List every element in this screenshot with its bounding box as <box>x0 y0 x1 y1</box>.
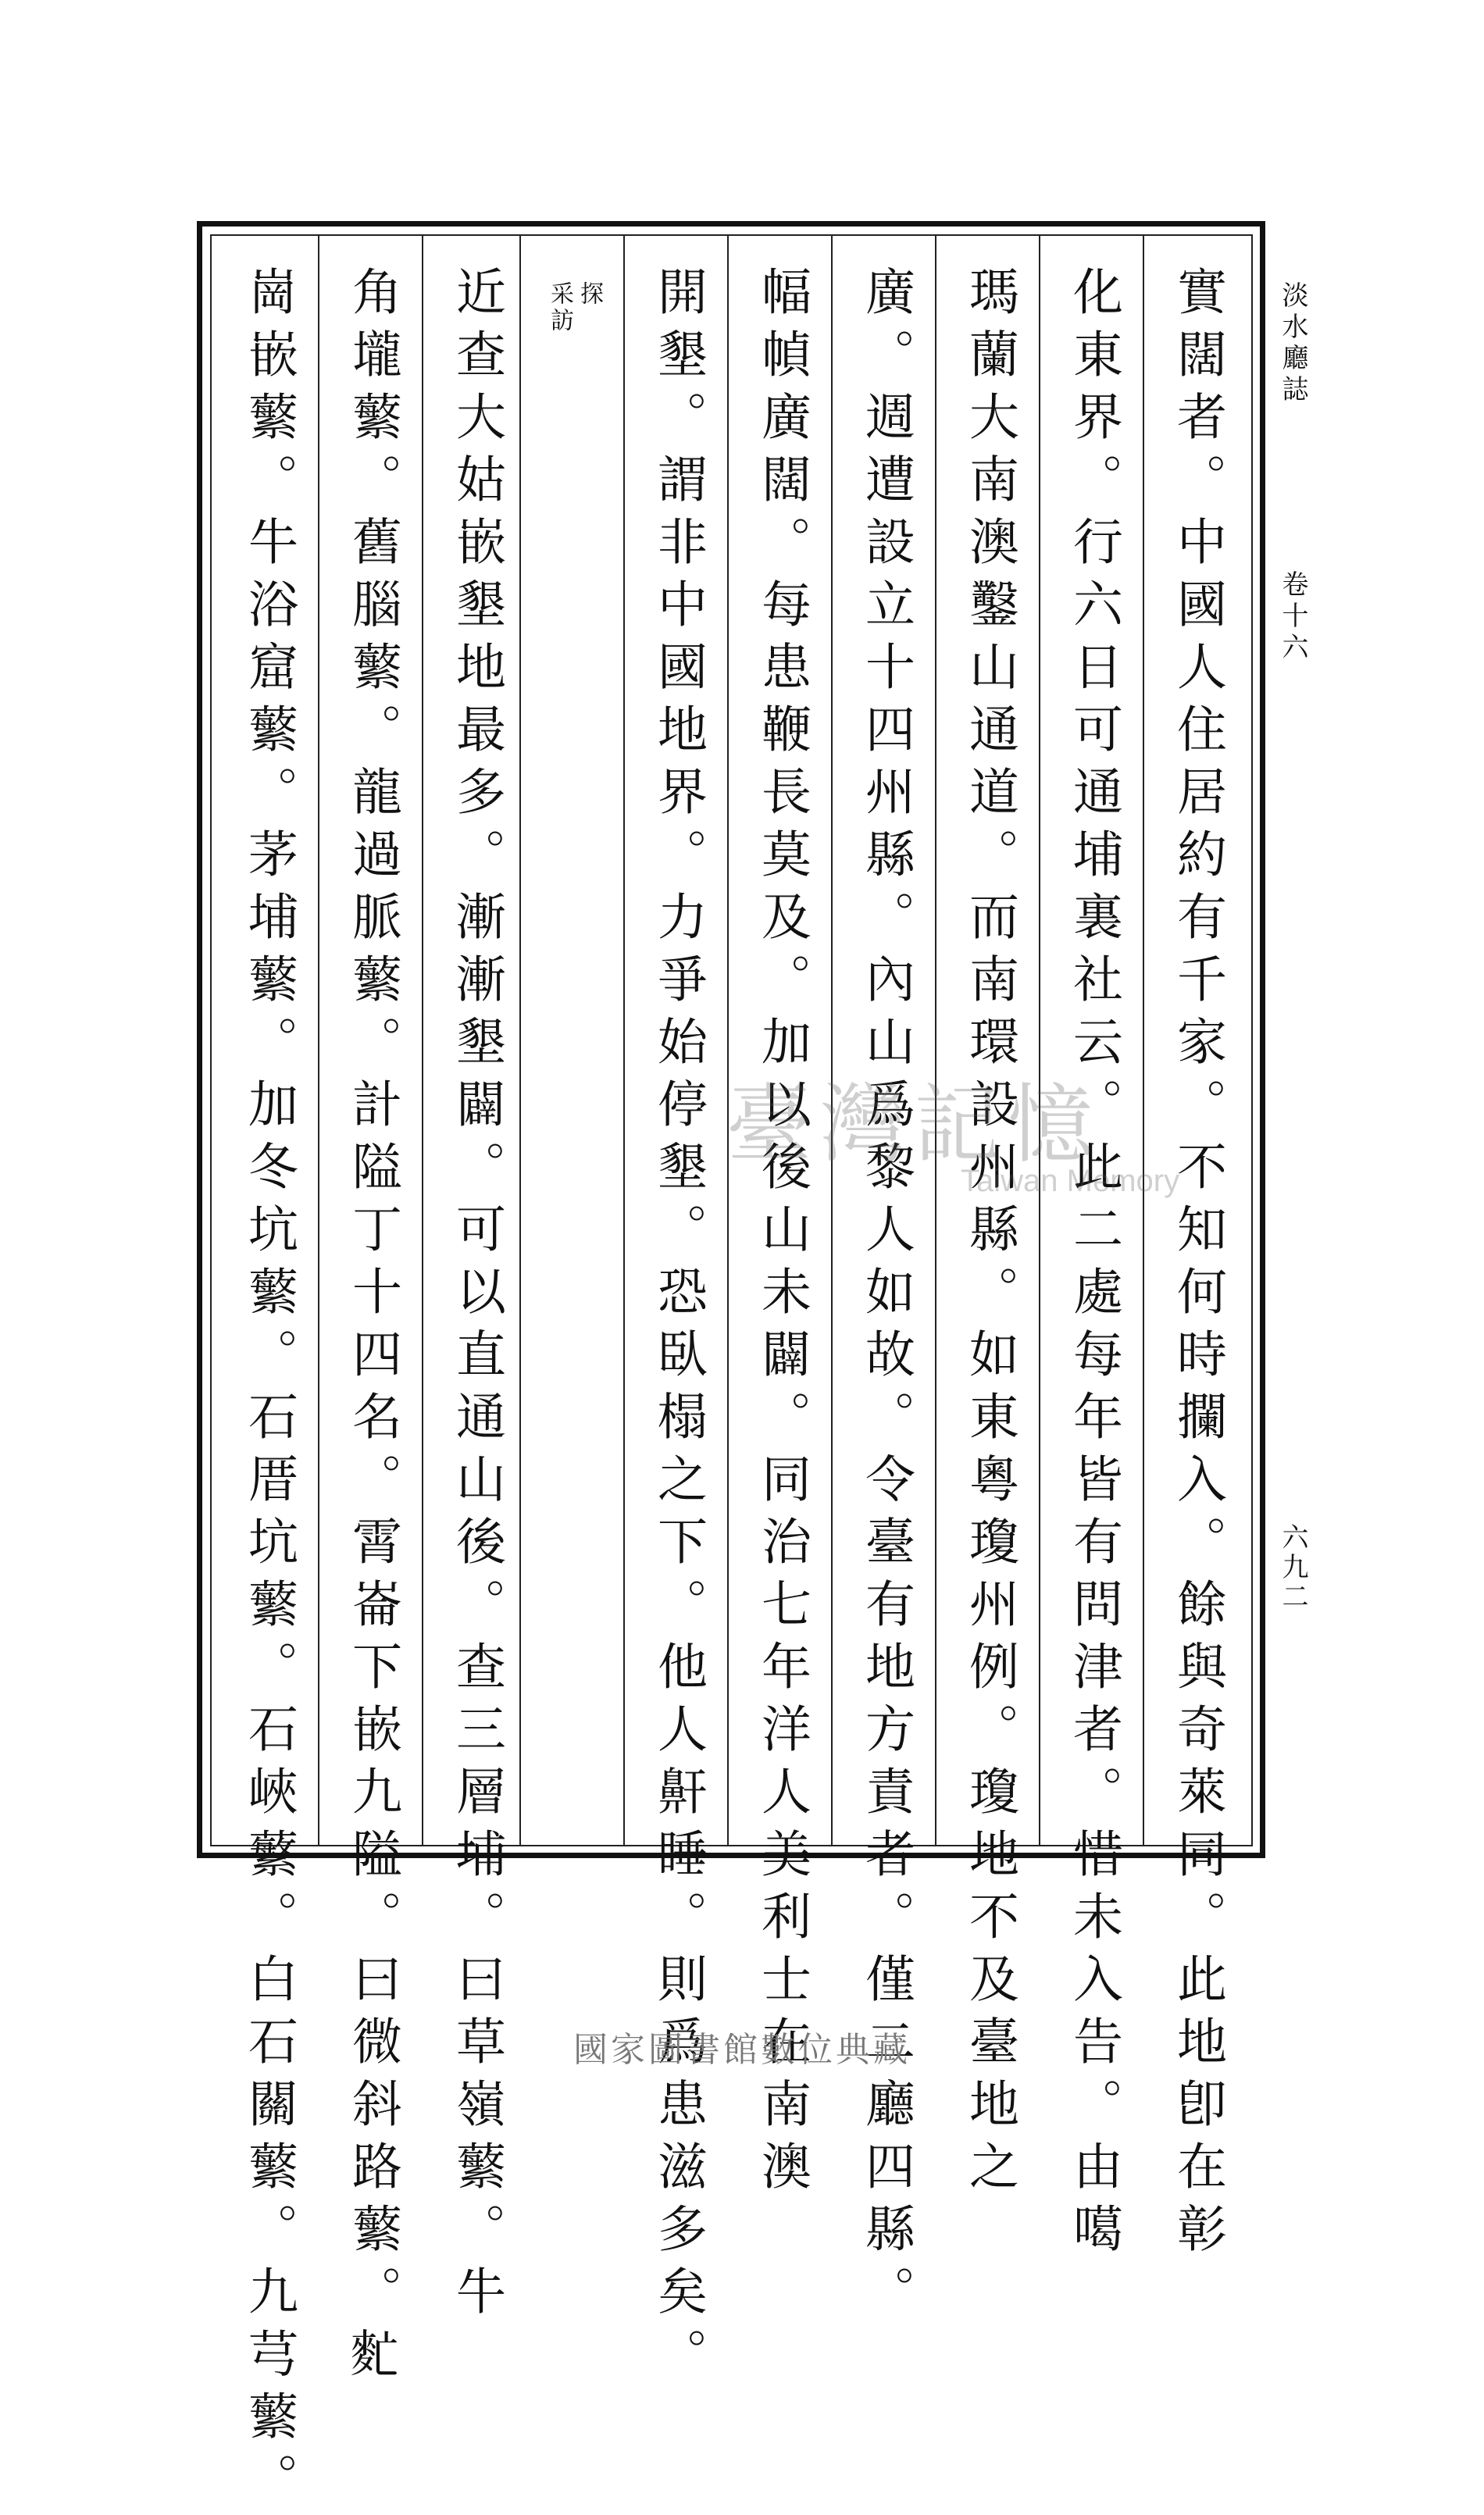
column-text: 崗嵌蘩。牛浴窟蘩。茅埔蘩。加冬坑蘩。石厝坑蘩。石峽蘩。白石關蘩。九芎蘩。 <box>240 266 298 2515</box>
text-column-4 <box>843 266 929 2328</box>
volume-label: 卷十六 <box>1277 570 1308 664</box>
column-divider <box>727 236 729 1845</box>
column-text: 實闊者。中國人住居約有千家。不知何時攔入。餘與奇萊同。此地卽在彰 <box>1168 266 1226 2265</box>
text-column-3 <box>947 266 1033 2203</box>
column-divider <box>831 236 833 1845</box>
text-column-2 <box>1051 266 1136 2265</box>
column-text: 化東界。行六日可通埔裏社云。此二處每年皆有問津者。惜未入告。由噶 <box>1065 266 1122 2265</box>
column-text: 近查大姑嵌墾地最多。漸漸墾闢。可以直通山後。查三層埔。曰草嶺蘩。牛 <box>448 266 505 2328</box>
column-text: 開墾。謂非中國地界。力爭始停墾。恐臥榻之下。他人鼾睡。則爲患滋多矣。 <box>649 266 707 2390</box>
text-column-7 <box>433 266 519 2328</box>
column-text: 角壠蘩。舊腦蘩。龍過脈蘩。計隘丁十四名。霄崙下嵌九隘。曰微斜路蘩。𪌁 <box>344 266 401 2390</box>
column-divider <box>623 236 625 1845</box>
text-column-9 <box>226 266 312 2515</box>
book-title: 淡水廳誌 <box>1277 281 1308 406</box>
source-note <box>543 281 605 437</box>
footer-credit: 國家圖書館數位典藏 <box>573 2030 911 2070</box>
text-column-6 <box>635 266 721 2390</box>
column-divider <box>1143 236 1144 1845</box>
column-divider <box>422 236 423 1845</box>
column-text: 幅幀廣闊。每患鞭長莫及。加以後山未闢。同治七年洋人美利士在南澳 <box>753 266 811 2203</box>
column-divider <box>1039 236 1040 1845</box>
watermark-text: 臺灣記憶 <box>726 1075 1101 1175</box>
column-text: 瑪蘭大南澳鑿山通道。而南環設州縣。如東粵瓊州例。瓊地不及臺地之 <box>961 266 1018 2203</box>
note-line: 采訪 <box>546 281 573 334</box>
column-divider <box>935 236 936 1845</box>
page-number: 六九二 <box>1277 1523 1308 1612</box>
text-column-8 <box>330 266 416 2390</box>
column-divider <box>318 236 319 1845</box>
column-divider <box>519 236 521 1845</box>
watermark-subtext: Taiwan Memory <box>961 1164 1180 1198</box>
note-line: 探 <box>576 281 603 308</box>
text-column-5 <box>739 266 825 2203</box>
column-text: 廣。週遭設立十四州縣。內山爲黎人如故。令臺有地方責者。僅二廳四縣。 <box>857 266 915 2328</box>
text-column-1 <box>1154 266 1240 2265</box>
